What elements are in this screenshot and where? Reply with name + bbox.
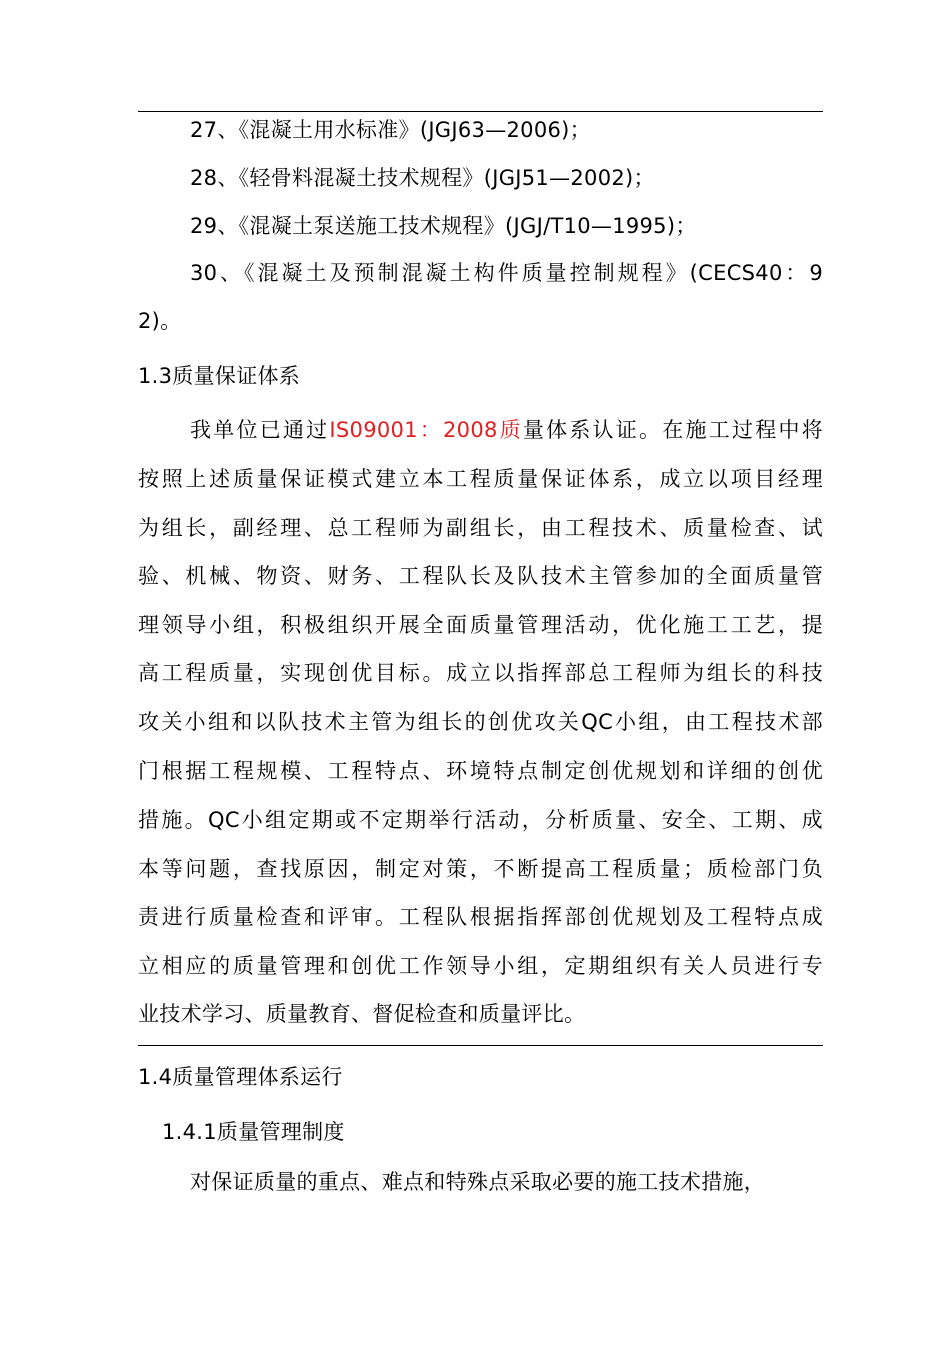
subsection-heading-1-4-1: 1.4.1质量管理制度 (162, 1120, 345, 1144)
paragraph-line: 理领导小组，积极组织开展全面质量管理活动，优化施工工艺，提 (138, 613, 823, 637)
reference-30-line2: 2)。 (138, 309, 182, 333)
quality-system-paragraph-first-line (190, 416, 823, 444)
reference-30-line1: 30、《混凝土及预制混凝土构件质量控制规程》(CECS40：9 (190, 261, 823, 285)
section-heading-1-4: 1.4质量管理体系运行 (138, 1065, 343, 1089)
paragraph-last-line: 业技术学习、质量教育、督促检查和质量评比。 (138, 1002, 586, 1026)
quality-management-paragraph: 对保证质量的重点、难点和特殊点采取必要的施工技术措施， (190, 1170, 766, 1194)
paragraph-line: 攻关小组和以队技术主管为组长的创优攻关QC小组，由工程技术部 (138, 710, 823, 734)
paragraph-line: 门根据工程规模、工程特点、环境特点制定创优规划和详细的创优 (138, 759, 823, 783)
paragraph-line: 责进行质量检查和评审。工程队根据指挥部创优规划及工程特点成 (138, 905, 823, 929)
paragraph-line: 为组长，副经理、总工程师为副组长，由工程技术、质量检查、试 (138, 516, 823, 540)
paragraph-text-rest: 量体系认证。在施工过程中将 (522, 418, 823, 442)
paragraph-line: 按照上述质量保证模式建立本工程质量保证体系，成立以项目经理 (138, 467, 823, 491)
section-divider-rule (138, 1045, 823, 1046)
reference-28: 28、《轻骨料混凝土技术规程》(JGJ51—2002)； (190, 166, 655, 190)
iso-certification-highlight: IS09001：2008质 (329, 418, 523, 442)
top-rule (138, 111, 823, 112)
paragraph-line: 高工程质量，实现创优目标。成立以指挥部总工程师为组长的科技 (138, 661, 823, 685)
reference-29: 29、《混凝土泵送施工技术规程》(JGJ/T10—1995)； (190, 214, 697, 238)
section-heading-1-3: 1.3质量保证体系 (138, 364, 301, 388)
paragraph-line: 验、机械、物资、财务、工程队长及队技术主管参加的全面质量管 (138, 564, 823, 588)
paragraph-text-start: 我单位已通过 (190, 418, 330, 442)
reference-27: 27、《混凝土用水标准》(JGJ63—2006)； (190, 118, 591, 142)
paragraph-line: 措施。QC小组定期或不定期举行活动，分析质量、安全、工期、成 (138, 808, 823, 832)
paragraph-line: 立相应的质量管理和创优工作领导小组，定期组织有关人员进行专 (138, 954, 823, 978)
paragraph-line: 本等问题，查找原因，制定对策，不断提高工程质量；质检部门负 (138, 857, 823, 881)
